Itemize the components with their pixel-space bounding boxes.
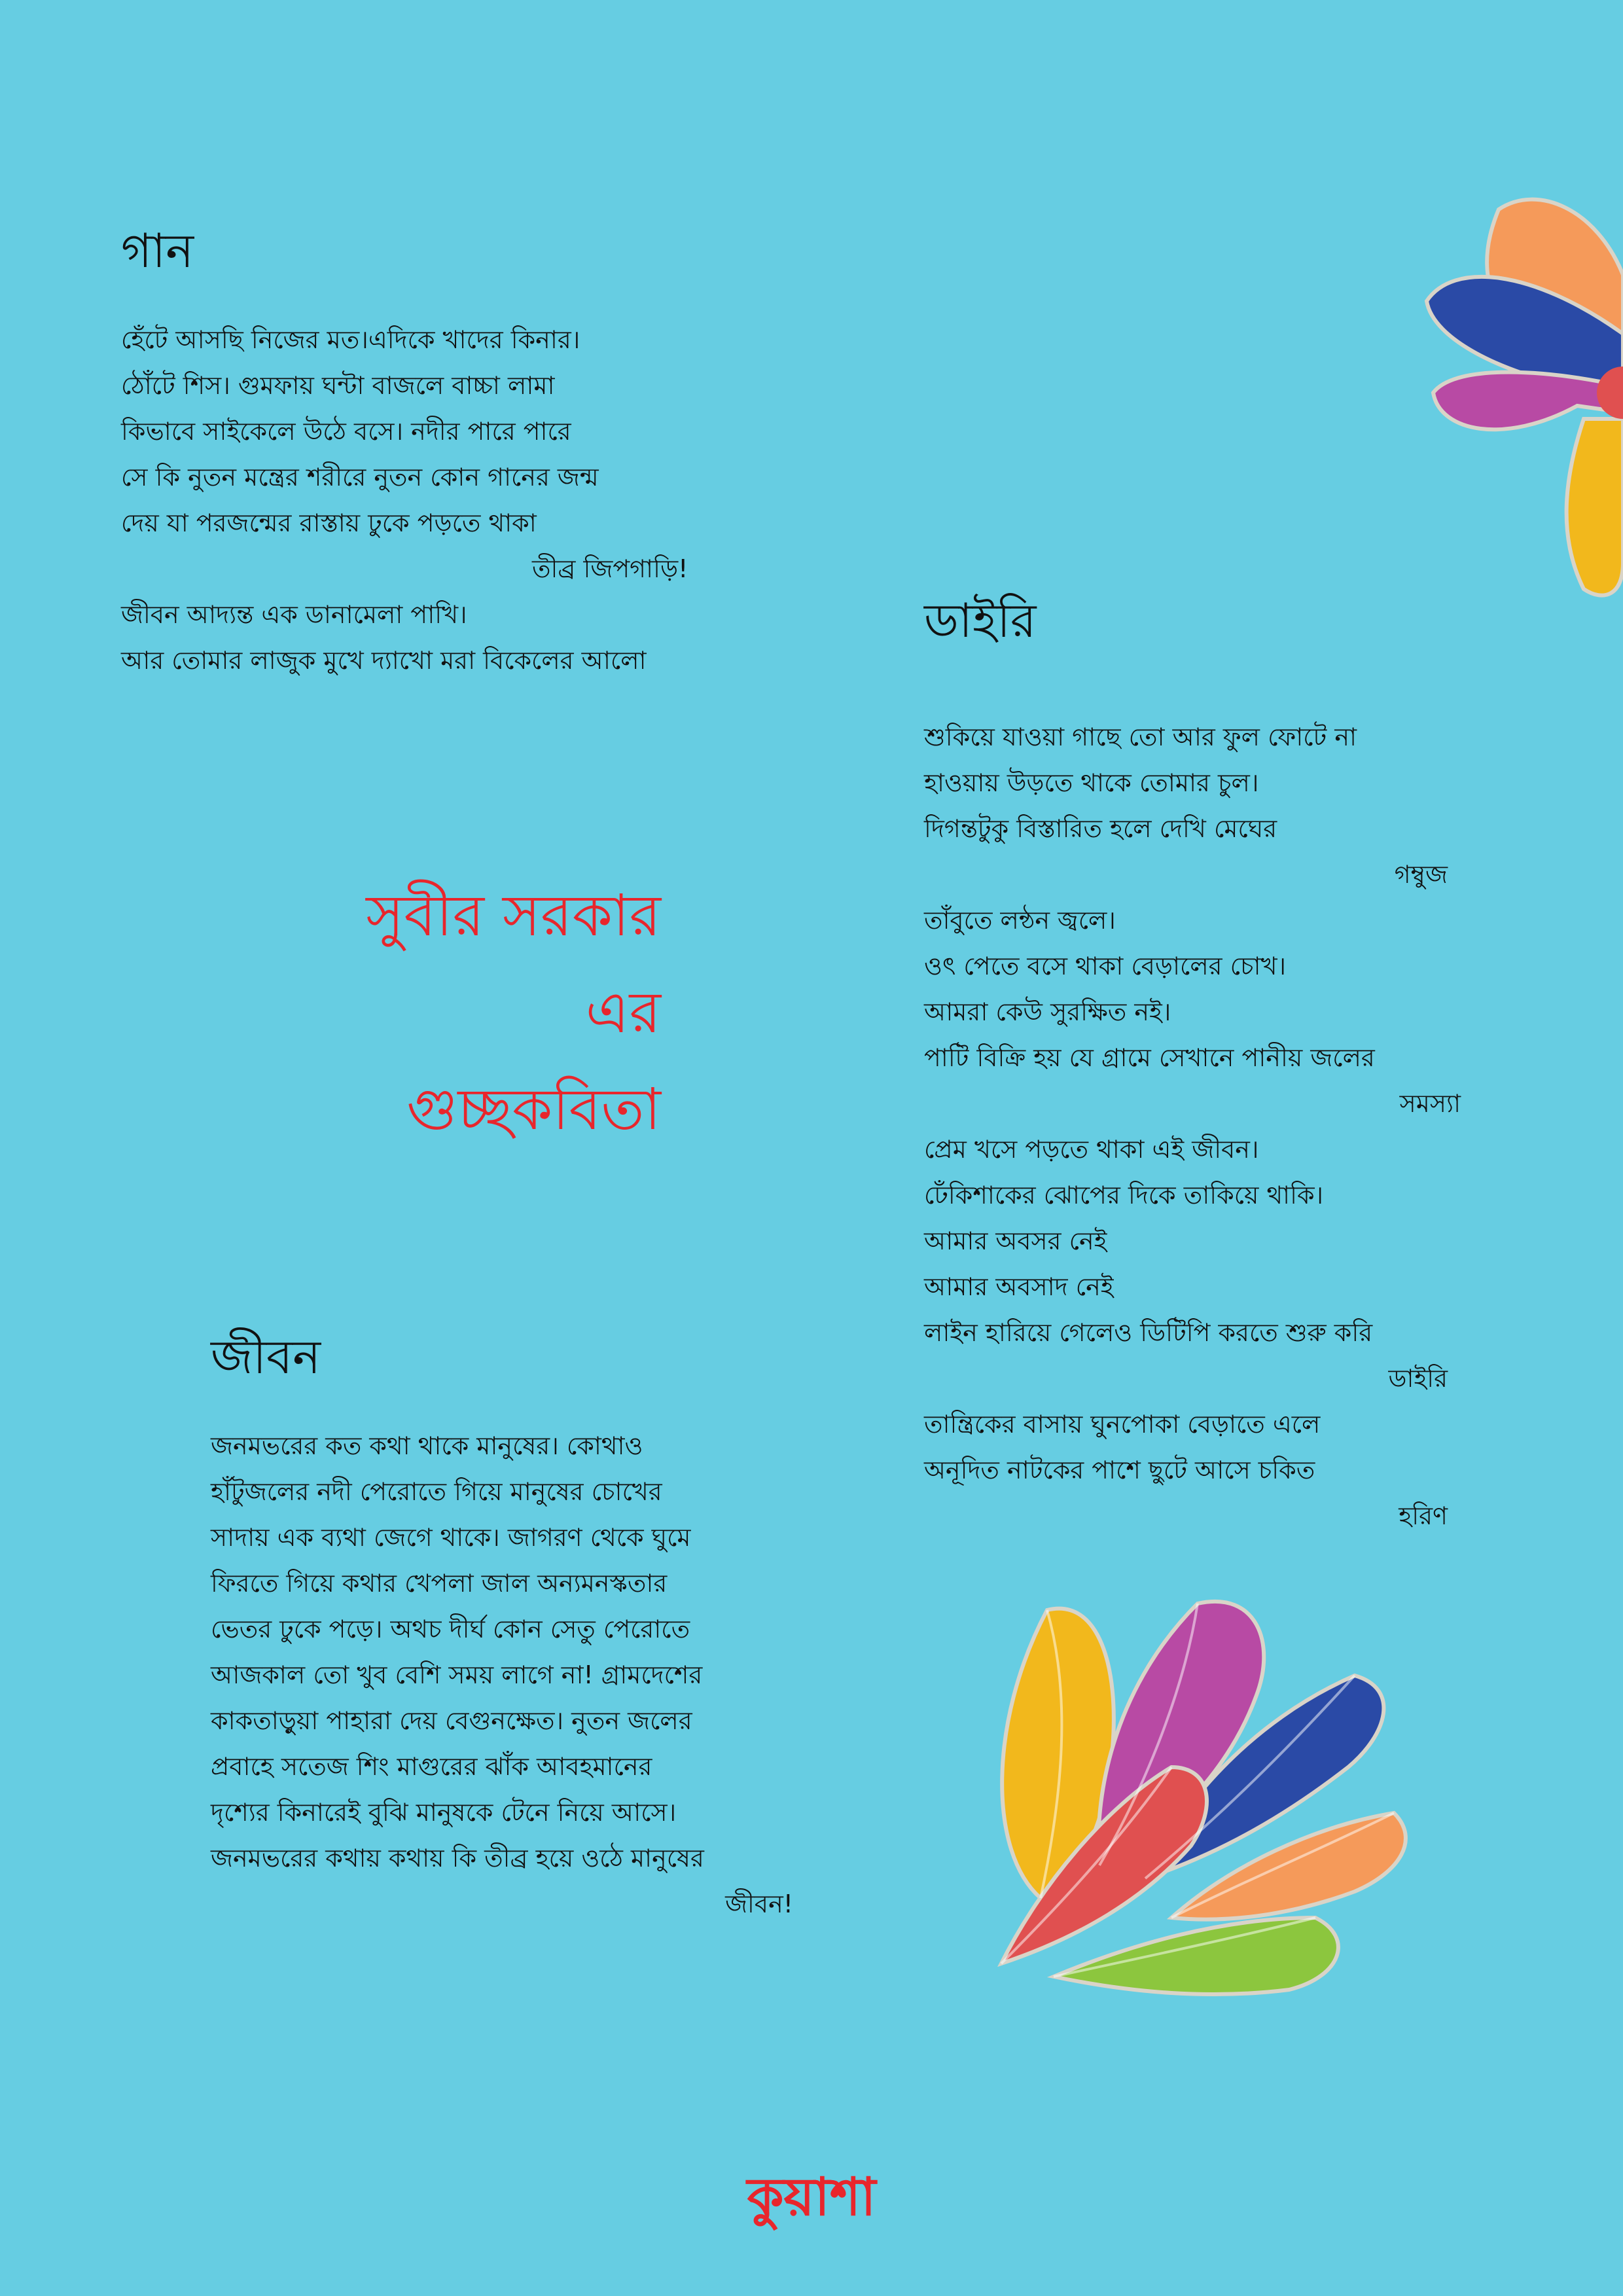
poem-line: দেয় যা পরজন্মের রাস্তায় ঢুকে পড়তে থাকা xyxy=(121,509,537,538)
poem-line: লাইন হারিয়ে গেলেও ডিটিপি করতে শুরু করি xyxy=(924,1318,1373,1348)
poem-title: জীবন xyxy=(211,1329,321,1384)
poem-line: তীব্র জিপগাড়ি! xyxy=(532,554,688,584)
poem-line: আর তোমার লাজুক মুখে দ্যাখো মরা বিকেলের আলো xyxy=(121,646,647,675)
poem-line: জীবন! xyxy=(725,1890,793,1919)
poem-line: আমার অবসাদ নেই xyxy=(924,1272,1114,1302)
poem-line: আমার অবসর নেই xyxy=(924,1227,1107,1256)
poem-line: তান্ত্রিকের বাসায় ঘুনপোকা বেড়াতে এলে xyxy=(924,1410,1321,1439)
poem-gaan xyxy=(121,223,749,683)
magazine-logo: কুয়াশা xyxy=(747,2166,876,2227)
poem-title: ডাইরি xyxy=(924,593,1037,648)
poem-line: কাকতাড়ুয়া পাহারা দেয় বেগুনক্ষেত। নুতন জলের xyxy=(211,1706,692,1736)
poem-line: দৃশ্যের কিনারেই বুঝি মানুষকে টেনে নিয়ে আসে। xyxy=(211,1798,677,1827)
poem-line: কিভাবে সাইকেলে উঠে বসে। নদীর পারে পারে xyxy=(121,417,571,446)
poem-line: তাঁবুতে লন্ঠন জ্বলে। xyxy=(924,906,1116,935)
poem-line: প্রেম খসে পড়তে থাকা এই জীবন। xyxy=(924,1135,1259,1164)
poem-line: হরিণ xyxy=(1399,1501,1448,1531)
poem-line: গম্বুজ xyxy=(1394,860,1448,889)
feather-cluster-icon xyxy=(1427,170,1623,602)
attribution xyxy=(216,867,661,1158)
poem-title: গান xyxy=(121,223,194,278)
poem-line: আজকাল তো খুব বেশি সময় লাগে না! গ্রামদেশের xyxy=(211,1660,703,1690)
poem-line: ঠোঁটে শিস। গুমফায় ঘন্টা বাজলে বাচ্চা লামা xyxy=(121,371,555,401)
poem-line: শুকিয়ে যাওয়া গাছে তো আর ফুল ফোটে না xyxy=(924,723,1357,752)
poem-jibon xyxy=(211,1329,793,1927)
poem-line: সমস্যা xyxy=(1399,1089,1461,1119)
poem-line: পাটি বিক্রি হয় যে গ্রামে সেখানে পানীয় জলের xyxy=(924,1043,1375,1073)
poem-line: ভেতর ঢুকে পড়ে। অথচ দীর্ঘ কোন সেতু পেরোতে xyxy=(211,1615,690,1644)
poem-line: আমরা কেউ সুরক্ষিত নই। xyxy=(924,997,1171,1027)
attribution-connector: এর xyxy=(585,978,661,1046)
poem-line: জনমভরের কত কথা থাকে মানুষের। কোথাও xyxy=(211,1431,643,1461)
poem-line: সে কি নুতন মন্ত্রের শরীরে নুতন কোন গানের জন্ম xyxy=(121,463,599,492)
poem-line: হাঁটুজলের নদী পেরোতে গিয়ে মানুষের চোখের xyxy=(211,1477,662,1507)
poem-line: প্রবাহে সতেজ শিং মাগুরের ঝাঁক আবহমানের xyxy=(211,1752,652,1782)
poem-line: হেঁটে আসছি নিজের মত।এদিকে খাদের কিনার। xyxy=(121,325,580,355)
poem-line: ঢেঁকিশাকের ঝোপের দিকে তাকিয়ে থাকি। xyxy=(924,1181,1324,1210)
poem-line: ওৎ পেতে বসে থাকা বেড়ালের চোখ। xyxy=(924,952,1287,981)
poem-diary xyxy=(924,592,1461,1539)
poem-line: সাদায় এক ব্যথা জেগে থাকে। জাগরণ থেকে ঘুমে xyxy=(211,1523,691,1552)
poem-line: হাওয়ায় উড়তে থাকে তোমার চুল। xyxy=(924,768,1259,798)
poem-line: দিগন্তটুকু বিস্তারিত হলে দেখি মেঘের xyxy=(924,814,1277,844)
poem-line: ফিরতে গিয়ে কথার খেপলা জাল অন্যমনস্কতার xyxy=(211,1569,668,1598)
collection-title: গুচ্ছকবিতা xyxy=(406,1075,661,1143)
feather-cluster-icon xyxy=(949,1590,1420,1996)
poem-line: জীবন আদ্যন্ত এক ডানামেলা পাখি। xyxy=(121,600,467,630)
poem-line: জনমভরের কথায় কথায় কি তীব্র হয়ে ওঠে মানুষের xyxy=(211,1844,704,1873)
poem-line: অনূদিত নাটকের পাশে ছুটে আসে চকিত xyxy=(924,1456,1315,1485)
author-name: সুবীর সরকার xyxy=(366,882,661,949)
poem-line: ডাইরি xyxy=(1388,1364,1448,1393)
